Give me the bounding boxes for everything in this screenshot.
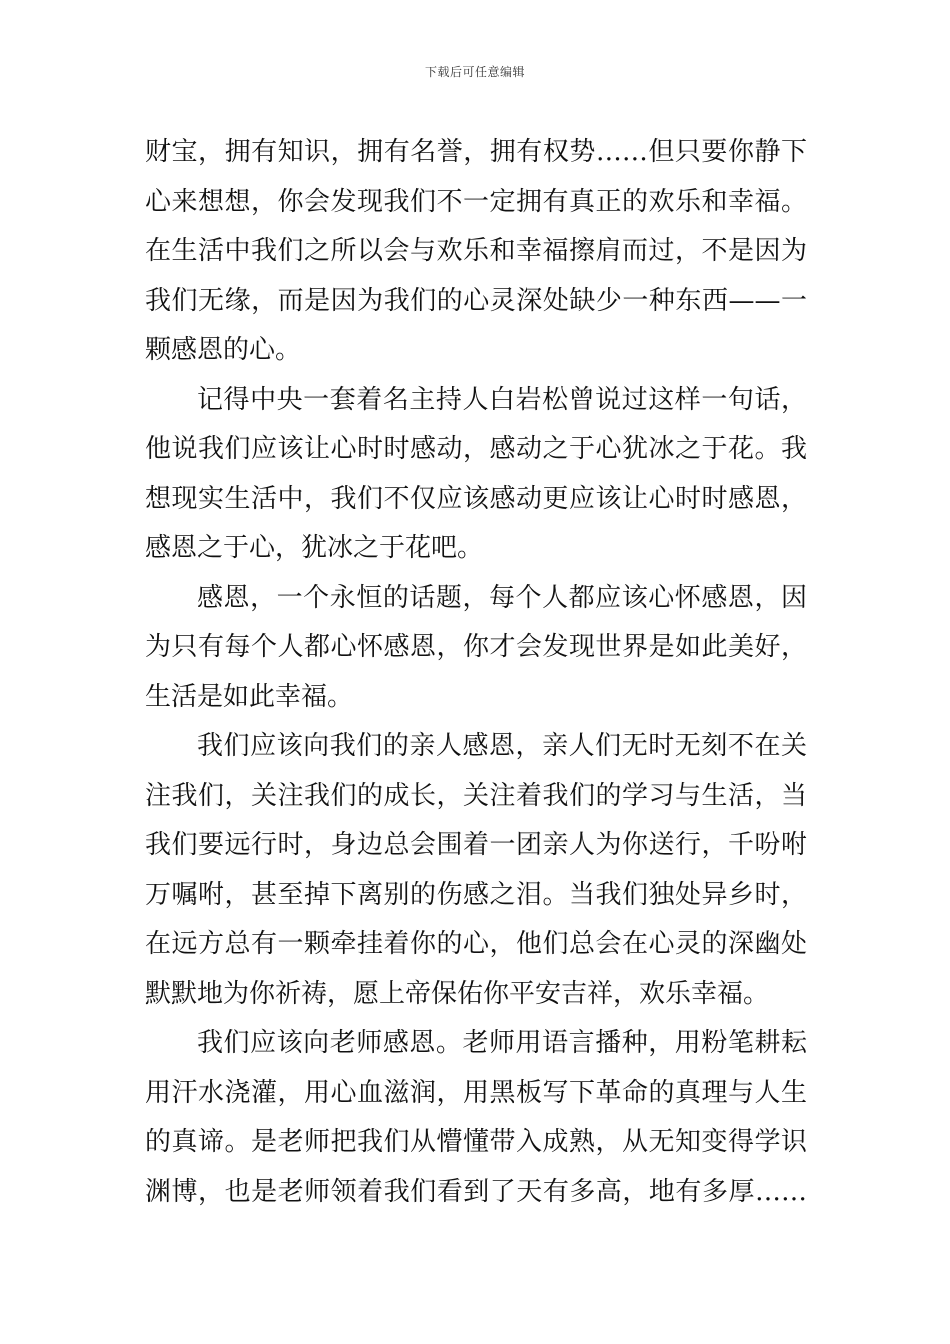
text-line: 我们无缘，而是因为我们的心灵深处缺少一种东西——一: [145, 285, 807, 316]
text-line: 颗感恩的心。: [145, 335, 302, 365]
text-line: 的真谛。是老师把我们从懵懂带入成熟，从无知变得学识: [145, 1127, 807, 1157]
text-line: 用汗水浇灌，用心血滋润，用黑板写下革命的真理与人生: [145, 1077, 807, 1108]
text-line: 在生活中我们之所以会与欢乐和幸福擦肩而过，不是因为: [145, 236, 807, 266]
text-line: 万嘱咐，甚至掉下离别的伤感之泪。当我们独处异乡时，: [145, 879, 807, 910]
text-line: 他说我们应该让心时时感动，感动之于心犹冰之于花。我: [145, 434, 807, 464]
text-line: 财宝，拥有知识，拥有名誉，拥有权势……但只要你静下: [145, 137, 807, 167]
paragraph-start-line: 感恩，一个永恒的话题，每个人都应该心怀感恩，因: [197, 582, 807, 613]
text-line: 默默地为你祈祷，愿上帝保佑你平安吉祥，欢乐幸福。: [145, 978, 770, 1009]
text-line: 心来想想，你会发现我们不一定拥有真正的欢乐和幸福。: [145, 186, 807, 217]
text-line: 感恩之于心，犹冰之于花吧。: [145, 533, 484, 563]
text-line: 生活是如此幸福。: [145, 681, 354, 712]
text-line: 注我们，关注我们的成长，关注着我们的学习与生活，当: [145, 780, 807, 811]
text-line: 在远方总有一颗牵挂着你的心，他们总会在心灵的深幽处: [145, 929, 807, 959]
text-line: 为只有每个人都心怀感恩，你才会发现世界是如此美好，: [145, 632, 807, 662]
paragraph-start-line: 记得中央一套着名主持人白岩松曾说过这样一句话，: [197, 384, 807, 415]
text-line: 渊博，也是老师领着我们看到了天有多高，地有多厚……: [145, 1176, 807, 1207]
download-note: 下载后可任意编辑: [424, 65, 525, 79]
paragraph-start-line: 我们应该向老师感恩。老师用语言播种，用粉笔耕耘: [197, 1028, 807, 1058]
paragraph-start-line: 我们应该向我们的亲人感恩，亲人们无时无刻不在关: [197, 731, 807, 761]
article-body: [145, 128, 807, 1217]
text-line: 我们要远行时，身边总会围着一团亲人为你送行，千吩咐: [145, 830, 807, 860]
text-line: 想现实生活中，我们不仅应该感动更应该让心时时感恩，: [145, 483, 807, 514]
